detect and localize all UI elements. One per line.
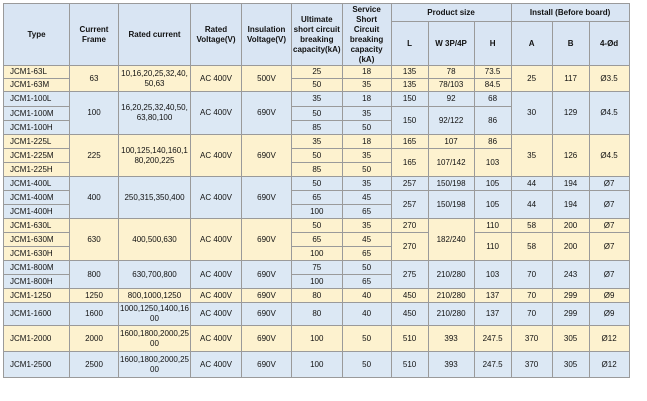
cell-W: 150/198: [428, 177, 474, 191]
cell-ultimate: 50: [292, 219, 343, 233]
cell-insulation-voltage: 690V: [242, 326, 292, 352]
cell-ultimate: 85: [292, 121, 343, 135]
cell-rated-current: 1600,1800,2000,2500: [119, 352, 191, 378]
cell-type: JCM1-63L: [4, 66, 70, 79]
cell-rated-voltage: AC 400V: [191, 326, 242, 352]
cell-insulation-voltage: 690V: [242, 92, 292, 135]
cell-d: Ø7: [589, 191, 629, 219]
cell-W: 78/103: [428, 79, 474, 92]
cell-ultimate: 65: [292, 191, 343, 205]
cell-H: 103: [474, 149, 511, 177]
cell-d: Ø3.5: [589, 66, 629, 92]
cell-B: 129: [552, 92, 589, 135]
cell-service: 45: [342, 191, 391, 205]
cell-H: 68: [474, 92, 511, 107]
table-row: [4, 66, 630, 79]
cell-H: 84.5: [474, 79, 511, 92]
cell-L: 165: [391, 149, 428, 177]
cell-insulation-voltage: 500V: [242, 66, 292, 92]
cell-W: 150/198: [428, 191, 474, 219]
cell-type: JCM1-800H: [4, 275, 70, 289]
table-row: [4, 177, 630, 191]
cell-d: Ø9: [589, 303, 629, 326]
cell-d: Ø7: [589, 177, 629, 191]
cell-L: 450: [391, 303, 428, 326]
cell-type: JCM1-100H: [4, 121, 70, 135]
cell-rated-current: 400,500,630: [119, 219, 191, 261]
cell-W: 92: [428, 92, 474, 107]
cell-H: 86: [474, 135, 511, 149]
cell-A: 70: [511, 261, 552, 289]
cell-service: 18: [342, 92, 391, 107]
cell-service: 35: [342, 149, 391, 163]
cell-service: 40: [342, 303, 391, 326]
cell-W: 393: [428, 352, 474, 378]
cell-type: JCM1-2000: [4, 326, 70, 352]
header-L: L: [391, 22, 428, 66]
header-H: H: [474, 22, 511, 66]
cell-H: 73.5: [474, 66, 511, 79]
cell-rated-current: 800,1000,1250: [119, 289, 191, 303]
cell-type: JCM1-100M: [4, 107, 70, 121]
cell-service: 18: [342, 135, 391, 149]
cell-type: JCM1-1600: [4, 303, 70, 326]
cell-ultimate: 80: [292, 303, 343, 326]
header-type: Type: [4, 4, 70, 66]
cell-ultimate: 35: [292, 92, 343, 107]
cell-A: 370: [511, 326, 552, 352]
cell-rated-voltage: AC 400V: [191, 92, 242, 135]
cell-service: 35: [342, 79, 391, 92]
cell-rated-voltage: AC 400V: [191, 352, 242, 378]
table-row: [4, 352, 630, 378]
cell-frame: 1250: [70, 289, 119, 303]
cell-L: 510: [391, 352, 428, 378]
cell-ultimate: 100: [292, 326, 343, 352]
cell-service: 18: [342, 66, 391, 79]
cell-insulation-voltage: 690V: [242, 303, 292, 326]
cell-type: JCM1-400M: [4, 191, 70, 205]
cell-insulation-voltage: 690V: [242, 219, 292, 261]
cell-ultimate: 25: [292, 66, 343, 79]
breaker-spec-table: [3, 3, 630, 378]
cell-ultimate: 50: [292, 79, 343, 92]
cell-service: 35: [342, 107, 391, 121]
cell-frame: 400: [70, 177, 119, 219]
cell-B: 299: [552, 303, 589, 326]
cell-service: 50: [342, 352, 391, 378]
cell-B: 305: [552, 352, 589, 378]
cell-type: JCM1-100L: [4, 92, 70, 107]
cell-rated-voltage: AC 400V: [191, 219, 242, 261]
cell-L: 165: [391, 135, 428, 149]
cell-B: 200: [552, 233, 589, 261]
cell-type: JCM1-630L: [4, 219, 70, 233]
header-d: 4-Ød: [589, 22, 629, 66]
cell-A: 44: [511, 191, 552, 219]
cell-rated-current: 1600,1800,2000,2500: [119, 326, 191, 352]
cell-frame: 800: [70, 261, 119, 289]
cell-L: 275: [391, 261, 428, 289]
cell-service: 40: [342, 289, 391, 303]
header-A: A: [511, 22, 552, 66]
cell-B: 305: [552, 326, 589, 352]
cell-H: 137: [474, 303, 511, 326]
cell-ultimate: 100: [292, 352, 343, 378]
cell-insulation-voltage: 690V: [242, 261, 292, 289]
cell-A: 25: [511, 66, 552, 92]
cell-type: JCM1-630H: [4, 247, 70, 261]
cell-frame: 1600: [70, 303, 119, 326]
cell-ultimate: 50: [292, 177, 343, 191]
cell-d: Ø12: [589, 352, 629, 378]
cell-frame: 100: [70, 92, 119, 135]
header-service-capacity: Service Short Circuit breaking capacity (kA): [342, 4, 391, 66]
table-row: [4, 92, 630, 107]
cell-rated-voltage: AC 400V: [191, 177, 242, 219]
cell-rated-current: 100,125,140,160,180,200,225: [119, 135, 191, 177]
cell-W: 210/280: [428, 303, 474, 326]
cell-service: 45: [342, 233, 391, 247]
cell-H: 247.5: [474, 352, 511, 378]
cell-type: JCM1-225H: [4, 163, 70, 177]
cell-d: Ø9: [589, 289, 629, 303]
cell-H: 105: [474, 191, 511, 219]
cell-B: 200: [552, 219, 589, 233]
cell-L: 135: [391, 66, 428, 79]
cell-insulation-voltage: 690V: [242, 177, 292, 219]
cell-W: 107: [428, 135, 474, 149]
cell-rated-voltage: AC 400V: [191, 66, 242, 92]
cell-B: 243: [552, 261, 589, 289]
header-insulation-voltage: Insulation Voltage(V): [242, 4, 292, 66]
cell-rated-current: 250,315,350,400: [119, 177, 191, 219]
cell-ultimate: 100: [292, 205, 343, 219]
cell-d: Ø7: [589, 233, 629, 261]
cell-W: 78: [428, 66, 474, 79]
cell-A: 58: [511, 219, 552, 233]
cell-ultimate: 35: [292, 135, 343, 149]
cell-W: 92/122: [428, 107, 474, 135]
header-W: W 3P/4P: [428, 22, 474, 66]
cell-A: 30: [511, 92, 552, 135]
cell-H: 105: [474, 177, 511, 191]
cell-ultimate: 80: [292, 289, 343, 303]
cell-type: JCM1-1250: [4, 289, 70, 303]
cell-B: 194: [552, 191, 589, 219]
table-row: [4, 303, 630, 326]
cell-d: Ø12: [589, 326, 629, 352]
cell-insulation-voltage: 690V: [242, 289, 292, 303]
cell-service: 50: [342, 326, 391, 352]
table-row: [4, 219, 630, 233]
cell-A: 370: [511, 352, 552, 378]
table-row: [4, 135, 630, 149]
cell-rated-voltage: AC 400V: [191, 303, 242, 326]
cell-L: 270: [391, 219, 428, 233]
cell-rated-current: 1000,1250,1400,1600: [119, 303, 191, 326]
table-row: [4, 289, 630, 303]
cell-type: JCM1-800M: [4, 261, 70, 275]
spec-table-container: [3, 3, 630, 378]
cell-L: 450: [391, 289, 428, 303]
cell-service: 35: [342, 177, 391, 191]
cell-B: 126: [552, 135, 589, 177]
cell-type: JCM1-225M: [4, 149, 70, 163]
cell-frame: 225: [70, 135, 119, 177]
cell-d: Ø7: [589, 219, 629, 233]
cell-W: 210/280: [428, 261, 474, 289]
cell-service: 65: [342, 247, 391, 261]
header-rated-voltage: Rated Voltage(V): [191, 4, 242, 66]
header-install: Install (Before board): [511, 4, 629, 22]
cell-L: 257: [391, 191, 428, 219]
cell-A: 58: [511, 233, 552, 261]
cell-type: JCM1-63M: [4, 79, 70, 92]
cell-insulation-voltage: 690V: [242, 135, 292, 177]
cell-B: 117: [552, 66, 589, 92]
cell-frame: 2500: [70, 352, 119, 378]
cell-rated-voltage: AC 400V: [191, 261, 242, 289]
table-row: [4, 261, 630, 275]
cell-ultimate: 65: [292, 233, 343, 247]
cell-H: 110: [474, 219, 511, 233]
cell-B: 194: [552, 177, 589, 191]
cell-B: 299: [552, 289, 589, 303]
cell-L: 257: [391, 177, 428, 191]
cell-frame: 630: [70, 219, 119, 261]
cell-L: 150: [391, 107, 428, 135]
cell-L: 510: [391, 326, 428, 352]
cell-W: 182/240: [428, 219, 474, 261]
cell-service: 50: [342, 261, 391, 275]
cell-A: 70: [511, 303, 552, 326]
cell-ultimate: 85: [292, 163, 343, 177]
cell-service: 50: [342, 121, 391, 135]
cell-L: 150: [391, 92, 428, 107]
cell-A: 44: [511, 177, 552, 191]
cell-type: JCM1-400H: [4, 205, 70, 219]
cell-rated-voltage: AC 400V: [191, 289, 242, 303]
cell-type: JCM1-2500: [4, 352, 70, 378]
cell-W: 107/142: [428, 149, 474, 177]
cell-rated-current: 16,20,25,32,40,50,63,80,100: [119, 92, 191, 135]
cell-L: 270: [391, 233, 428, 261]
cell-ultimate: 50: [292, 107, 343, 121]
header-product-size: Product size: [391, 4, 511, 22]
cell-W: 393: [428, 326, 474, 352]
cell-insulation-voltage: 690V: [242, 352, 292, 378]
cell-W: 210/280: [428, 289, 474, 303]
cell-H: 110: [474, 233, 511, 261]
cell-frame: 2000: [70, 326, 119, 352]
cell-ultimate: 100: [292, 275, 343, 289]
cell-ultimate: 100: [292, 247, 343, 261]
cell-H: 137: [474, 289, 511, 303]
header-current-frame: Current Frame: [70, 4, 119, 66]
cell-d: Ø4.5: [589, 135, 629, 177]
cell-type: JCM1-400L: [4, 177, 70, 191]
header-rated-current: Rated current: [119, 4, 191, 66]
cell-A: 70: [511, 289, 552, 303]
cell-A: 35: [511, 135, 552, 177]
cell-service: 50: [342, 163, 391, 177]
cell-type: JCM1-225L: [4, 135, 70, 149]
cell-d: Ø4.5: [589, 92, 629, 135]
header-ultimate-capacity: Ultimate short circuit breaking capacity(kA): [292, 4, 343, 66]
cell-frame: 63: [70, 66, 119, 92]
cell-ultimate: 50: [292, 149, 343, 163]
cell-service: 35: [342, 219, 391, 233]
cell-rated-current: 630,700,800: [119, 261, 191, 289]
cell-type: JCM1-630M: [4, 233, 70, 247]
cell-L: 135: [391, 79, 428, 92]
cell-rated-voltage: AC 400V: [191, 135, 242, 177]
cell-d: Ø7: [589, 261, 629, 289]
table-row: [4, 326, 630, 352]
header-B: B: [552, 22, 589, 66]
cell-service: 65: [342, 275, 391, 289]
cell-rated-current: 10,16,20,25,32,40,50,63: [119, 66, 191, 92]
cell-ultimate: 75: [292, 261, 343, 275]
cell-H: 103: [474, 261, 511, 289]
cell-service: 65: [342, 205, 391, 219]
cell-H: 86: [474, 107, 511, 135]
cell-H: 247.5: [474, 326, 511, 352]
